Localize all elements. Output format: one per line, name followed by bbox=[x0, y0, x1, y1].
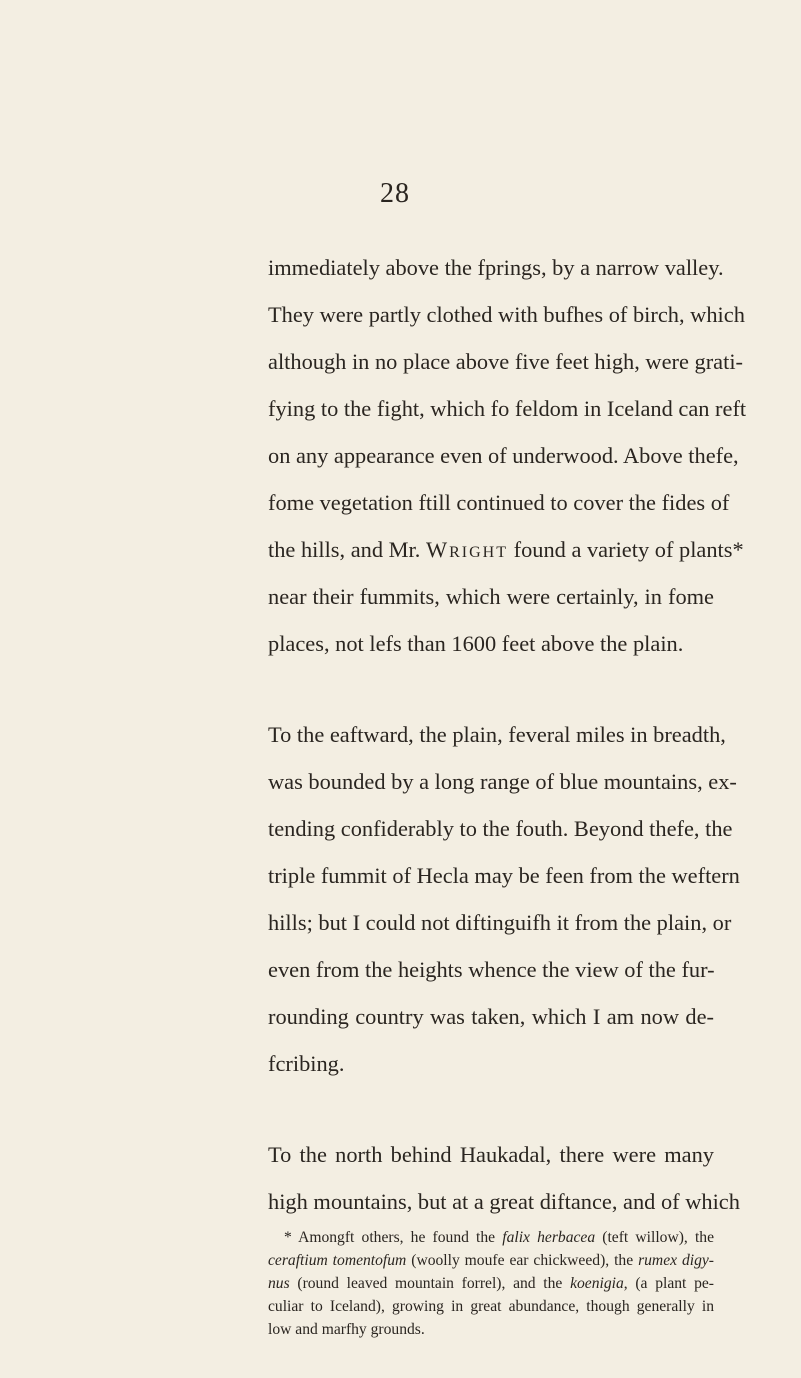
paragraph-gap bbox=[268, 1087, 714, 1131]
body-text bbox=[268, 244, 747, 1225]
text-segment: found a variety of plants* bbox=[508, 537, 744, 562]
latin-name: nus bbox=[268, 1275, 290, 1292]
text-line: although in no place above five feet high, were grati- bbox=[268, 349, 743, 374]
text-line: hills; but I could not diftinguifh it from the plain, or bbox=[268, 910, 732, 935]
text-line: fying to the fight, which fo feldom in Iceland can reft bbox=[268, 396, 747, 421]
latin-name: falix herbacea bbox=[502, 1229, 596, 1246]
page-number: 28 bbox=[380, 178, 410, 209]
text-line: was bounded by a long range of blue mountains, ex- bbox=[268, 769, 737, 794]
text-segment: , (a plant pe- bbox=[623, 1275, 714, 1292]
latin-name: rumex digy- bbox=[638, 1252, 714, 1269]
text-line: To the eaftward, the plain, feveral miles in breadth, bbox=[268, 722, 726, 747]
author-name: Wright bbox=[425, 537, 509, 562]
text-line: To the north behind Haukadal, there were many bbox=[268, 1142, 714, 1167]
text-segment: the hills, and Mr. bbox=[268, 537, 426, 562]
text-line: high mountains, but at a great diftance, and of which bbox=[268, 1189, 740, 1214]
footnote-line: low and marfhy grounds. bbox=[268, 1321, 425, 1338]
text-line: fome vegetation ftill continued to cover the fides of bbox=[268, 490, 730, 515]
text-line: They were partly clothed with bufhes of birch, which bbox=[268, 302, 745, 327]
text-segment: (round leaved mountain forrel), and the bbox=[289, 1275, 571, 1292]
text-line: near their fummits, which were certainly, in fome bbox=[268, 584, 714, 609]
latin-name: ceraftium tomentofum bbox=[268, 1252, 407, 1269]
text-segment: * Amongft others, he found the bbox=[284, 1229, 503, 1246]
footnote-line: culiar to Iceland), growing in great abundance, though generally in bbox=[268, 1298, 714, 1315]
footnote bbox=[268, 1226, 714, 1341]
text-line: immediately above the fprings, by a narrow valley. bbox=[268, 255, 724, 280]
text-line: places, not lefs than 1600 feet above the plain. bbox=[268, 631, 684, 656]
text-line: on any appearance even of underwood. Above thefe, bbox=[268, 443, 739, 468]
text-segment: (teft willow), the bbox=[595, 1229, 714, 1246]
text-line: fcribing. bbox=[268, 1051, 345, 1076]
text-line: triple fummit of Hecla may be feen from the weftern bbox=[268, 863, 740, 888]
latin-name: koenigia bbox=[570, 1275, 624, 1292]
text-line: rounding country was taken, which I am now de- bbox=[268, 1004, 714, 1029]
text-line: even from the heights whence the view of the fur- bbox=[268, 957, 715, 982]
text-line bbox=[268, 526, 744, 573]
footnote-line bbox=[268, 1249, 714, 1272]
text-line: tending confiderably to the fouth. Beyond thefe, the bbox=[268, 816, 733, 841]
paragraph-gap bbox=[268, 667, 714, 711]
footnote-line bbox=[268, 1226, 714, 1249]
footnote-line bbox=[268, 1272, 714, 1295]
text-segment: (woolly moufe ear chickweed), the bbox=[406, 1252, 639, 1269]
